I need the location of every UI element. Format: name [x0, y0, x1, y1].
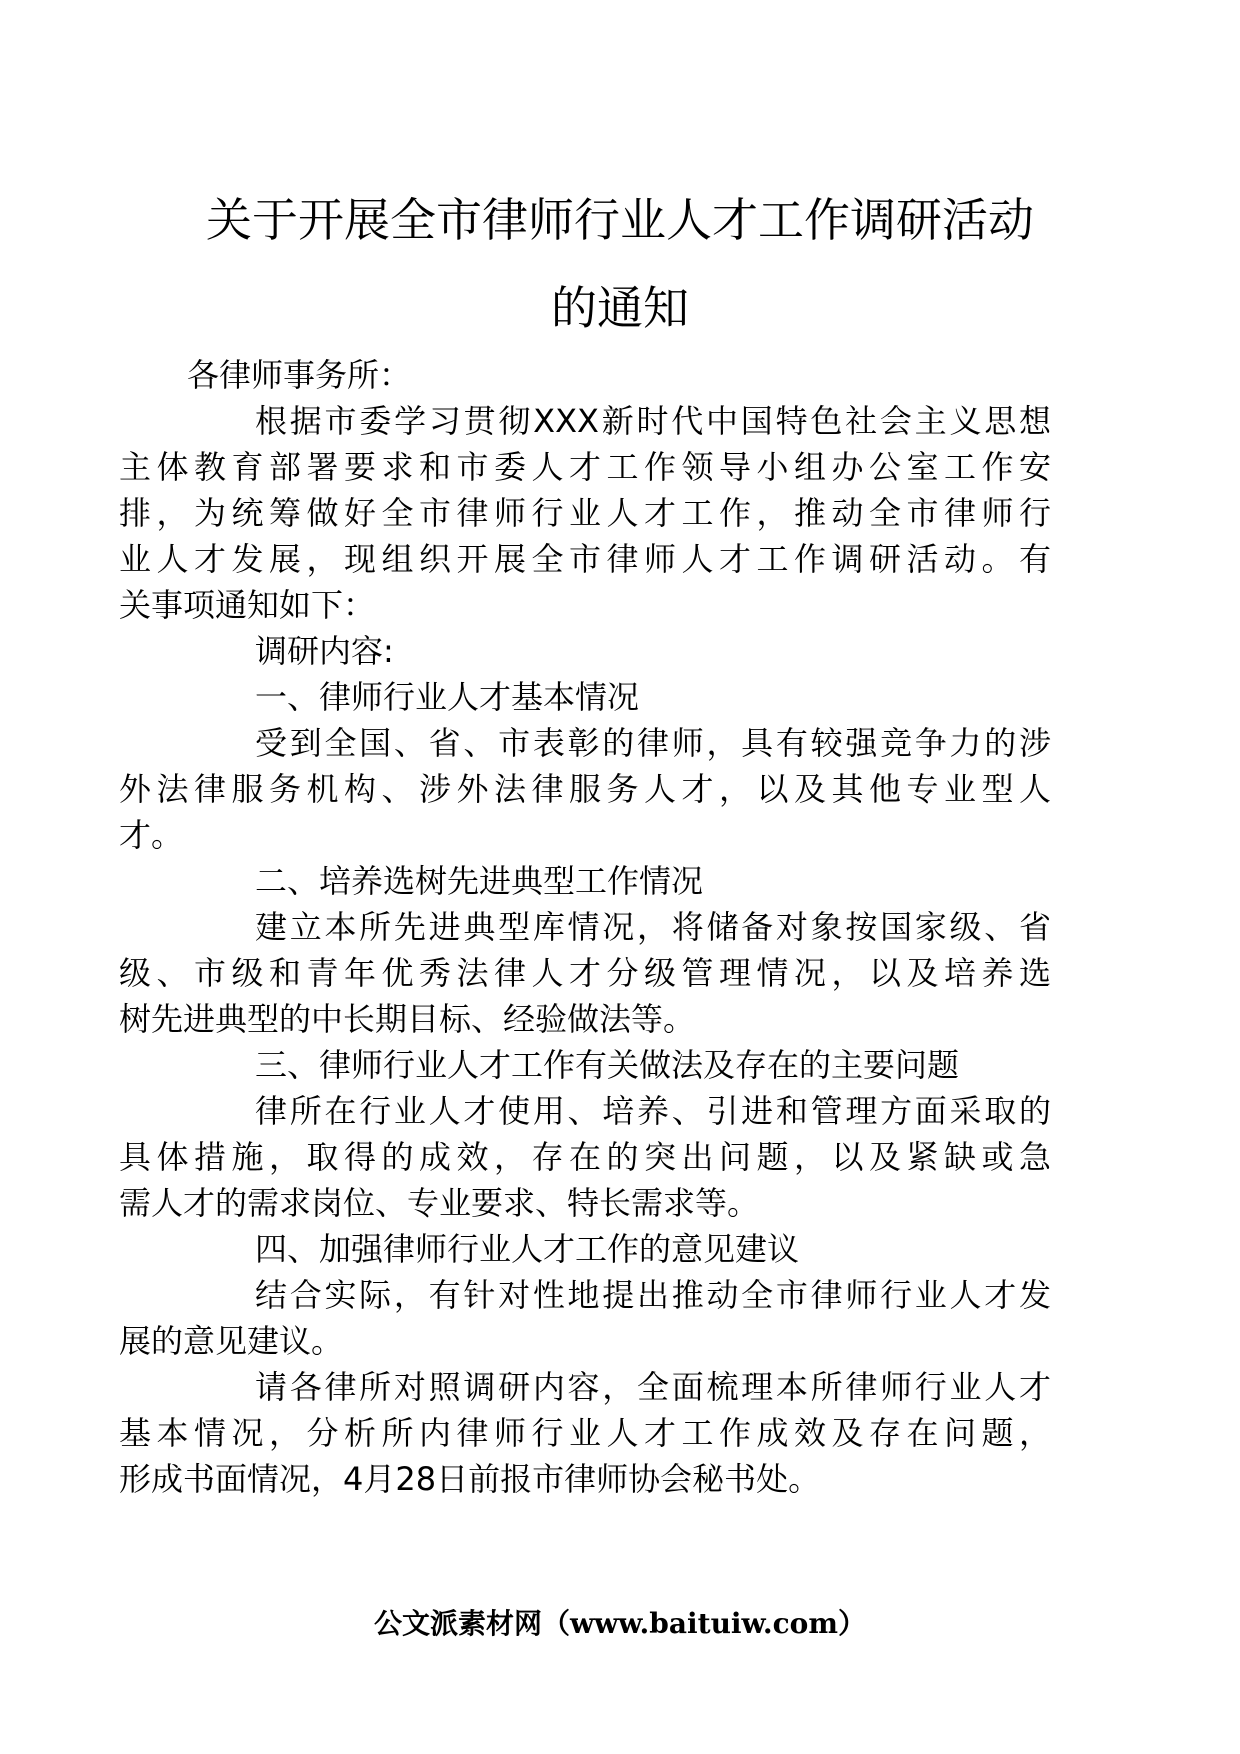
section-heading: 二、培养选树先进典型工作情况 — [255, 862, 704, 900]
section-line: 展的意见建议。 — [119, 1322, 344, 1360]
intro-line: 关事项通知如下： — [119, 586, 376, 624]
section-heading: 三、律师行业人才工作有关做法及存在的主要问题 — [255, 1046, 960, 1084]
section-paragraph — [119, 1272, 1051, 1364]
section-line: 树先进典型的中长期目标、经验做法等。 — [119, 1000, 696, 1038]
footer-watermark: 公文派素材网（www.baituiw.com） — [374, 1607, 866, 1640]
section-heading: 一、律师行业人才基本情况 — [255, 678, 640, 716]
section-line: 级、市级和青年优秀法律人才分级管理情况，以及培养选 — [119, 954, 1051, 992]
section-line: 外法律服务机构、涉外法律服务人才，以及其他专业型人 — [119, 770, 1051, 808]
section-paragraph — [119, 1088, 1051, 1226]
closing-line: 形成书面情况，4月28日前报市律师协会秘书处。 — [119, 1460, 821, 1498]
intro-paragraph — [119, 398, 1051, 628]
section-line: 需人才的需求岗位、专业要求、特长需求等。 — [119, 1184, 760, 1222]
document-body — [119, 352, 1051, 1502]
document-title-line-2: 的通知 — [551, 281, 689, 335]
section-heading: 四、加强律师行业人才工作的意见建议 — [255, 1230, 800, 1268]
section-paragraph — [119, 904, 1051, 1042]
section-line: 受到全国、省、市表彰的律师，具有较强竞争力的涉 — [255, 724, 1051, 762]
document-title-line-1: 关于开展全市律师行业人才工作调研活动 — [206, 193, 1034, 247]
section-line: 具体措施，取得的成效，存在的突出问题，以及紧缺或急 — [119, 1138, 1051, 1176]
salutation: 各律师事务所： — [187, 356, 412, 394]
section-line: 才。 — [119, 816, 184, 854]
section-paragraph — [119, 720, 1051, 858]
intro-line: 主体教育部署要求和市委人才工作领导小组办公室工作安 — [119, 448, 1051, 486]
closing-paragraph — [119, 1364, 1051, 1502]
closing-line: 基本情况，分析所内律师行业人才工作成效及存在问题， — [119, 1414, 1051, 1452]
intro-line: 排，为统筹做好全市律师行业人才工作，推动全市律师行 — [119, 494, 1051, 532]
section-line: 结合实际，有针对性地提出推动全市律师行业人才发 — [255, 1276, 1051, 1314]
section-line: 建立本所先进典型库情况，将储备对象按国家级、省 — [255, 908, 1051, 946]
closing-line: 请各律所对照调研内容，全面梳理本所律师行业人才 — [255, 1368, 1051, 1406]
section-line: 律所在行业人才使用、培养、引进和管理方面采取的 — [255, 1092, 1051, 1130]
research-heading: 调研内容: — [255, 632, 394, 670]
intro-line: 根据市委学习贯彻XXX新时代中国特色社会主义思想 — [255, 402, 1051, 440]
intro-line: 业人才发展，现组织开展全市律师人才工作调研活动。有 — [119, 540, 1051, 578]
